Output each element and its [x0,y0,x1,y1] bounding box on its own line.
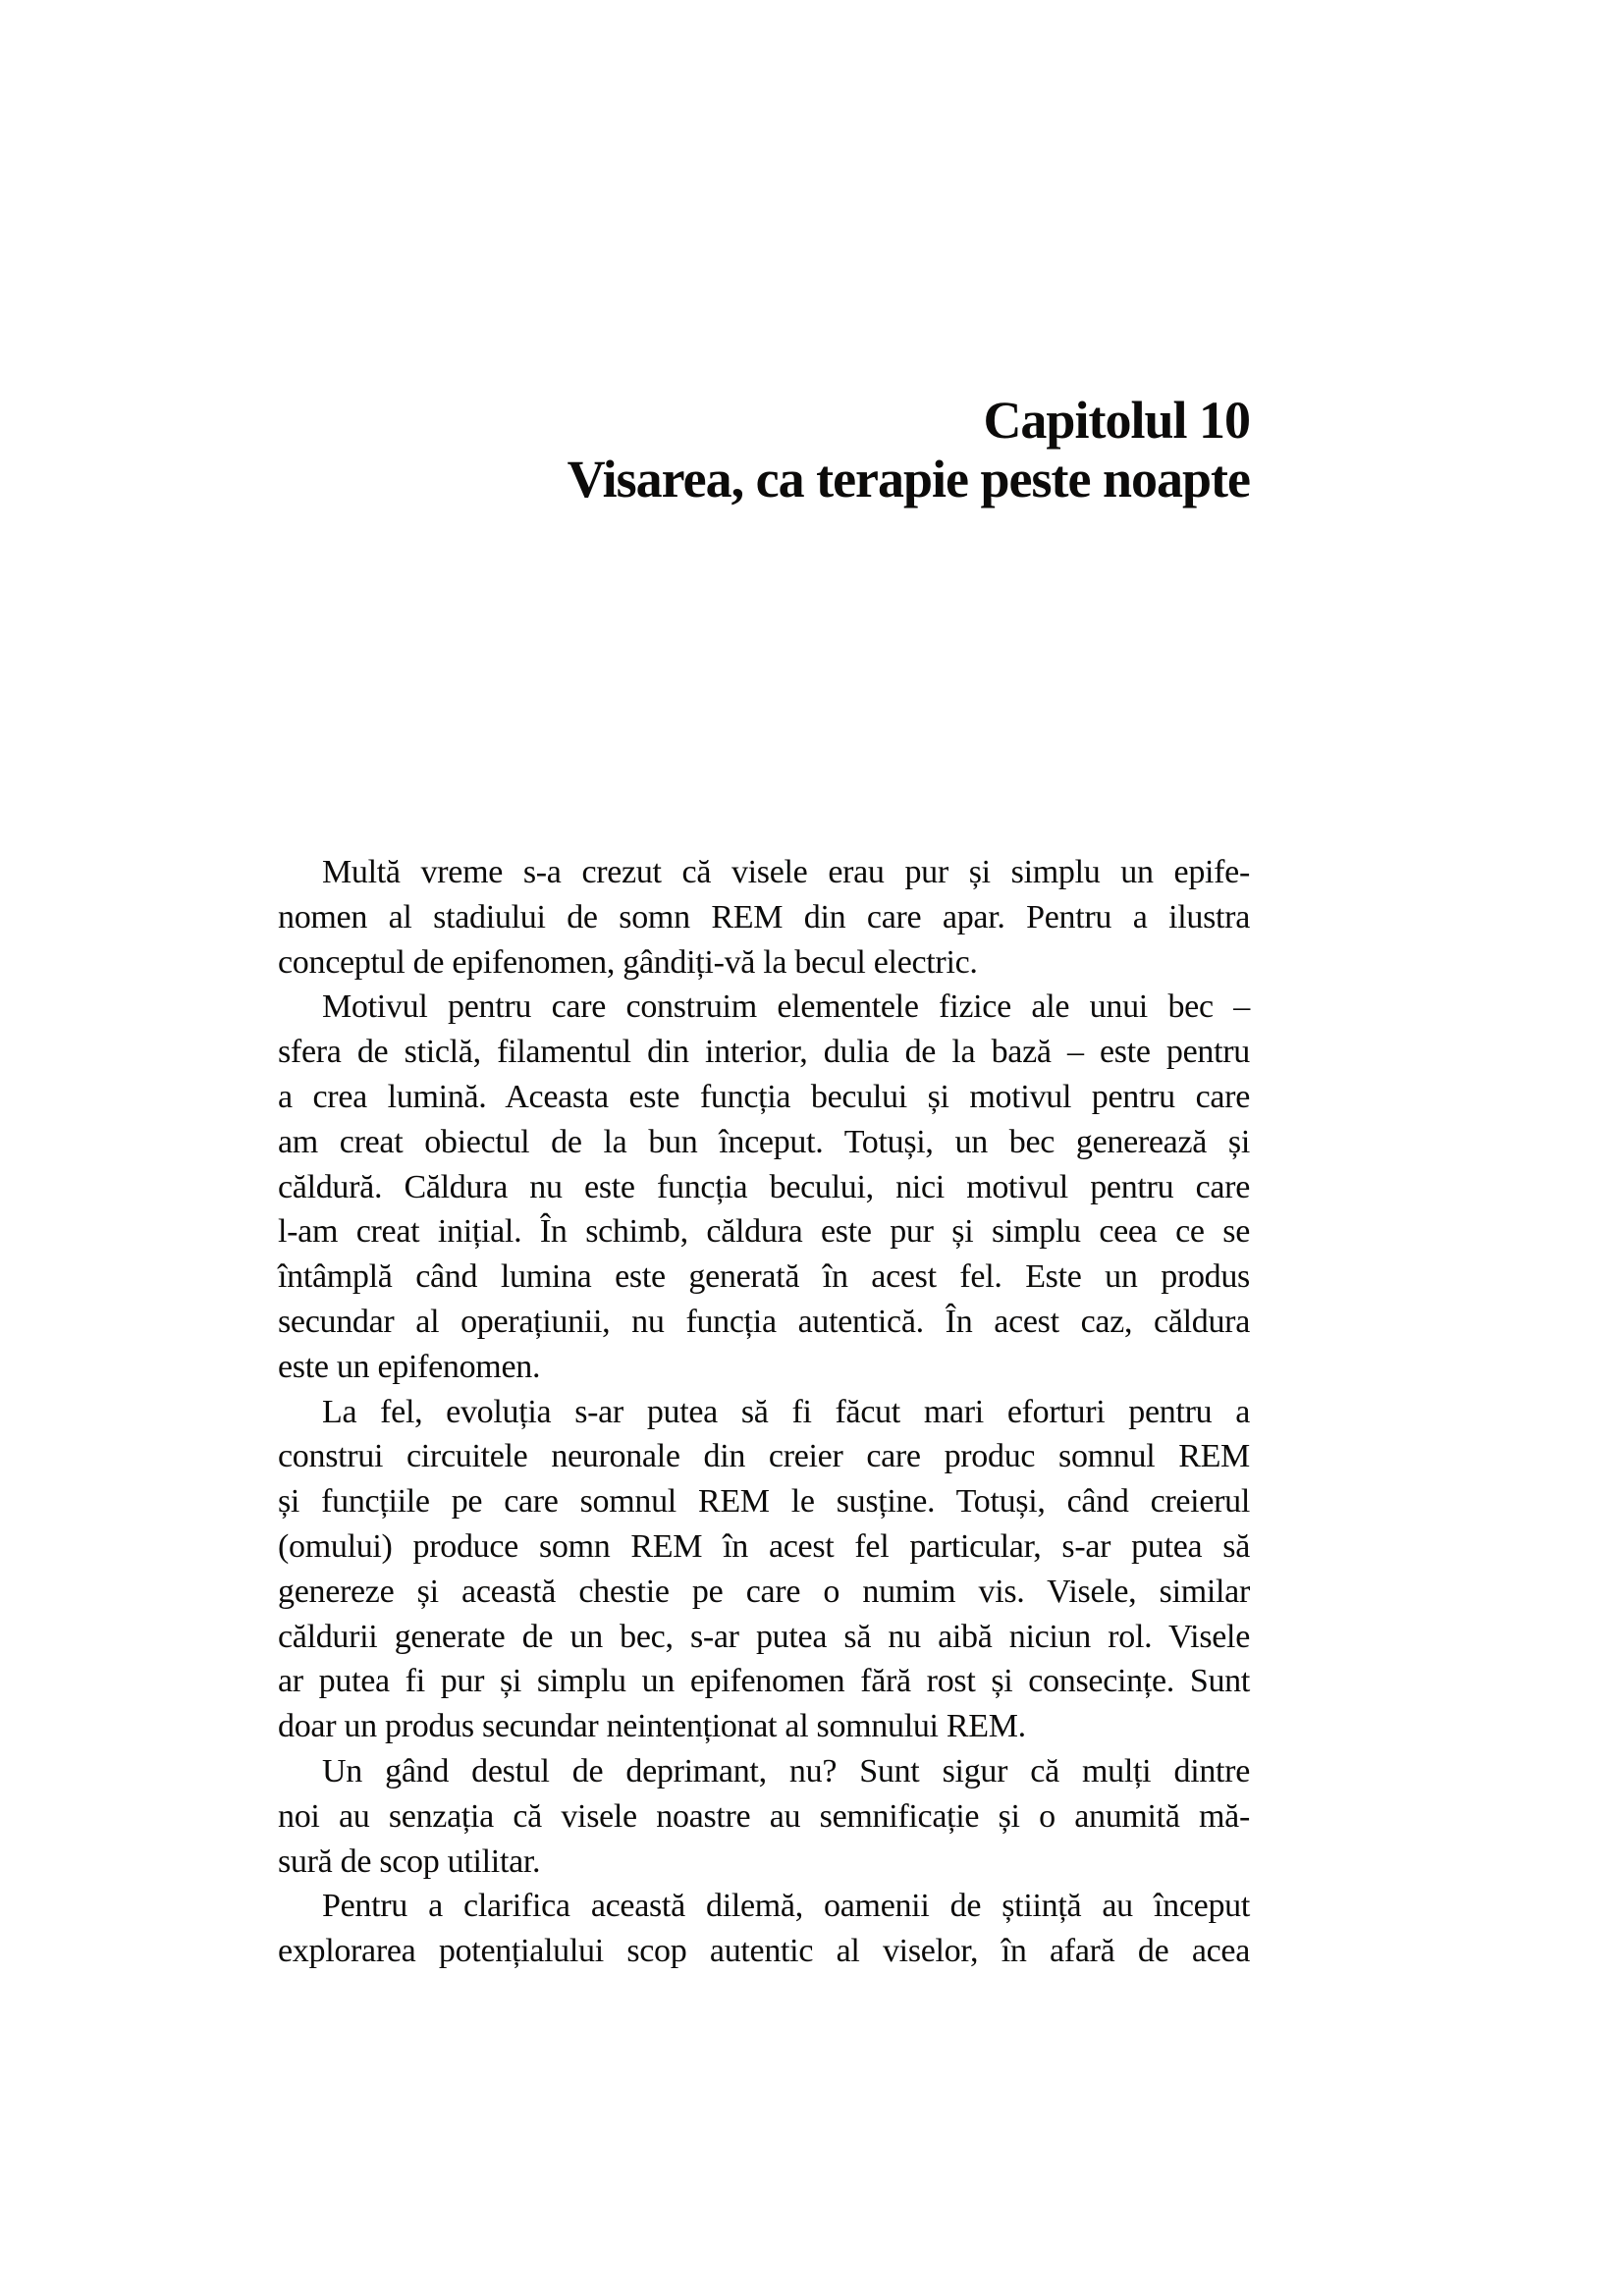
body-line: am creat obiectul de la bun început. Totuși, un bec generează și [278,1123,1250,1160]
chapter-name: Visarea, ca terapie peste noapte [567,450,1250,508]
body-line: Motivul pentru care construim elementele fizice ale unui bec – [322,988,1250,1026]
body-text [278,850,1250,1974]
body-line: (omului) produce somn REM în acest fel particular, s-ar putea să [278,1527,1250,1565]
paragraph [278,1390,1250,1749]
body-line: nomen al stadiului de somn REM din care apar. Pentru a ilustra [278,898,1250,935]
body-line: Pentru a clarifica această dilemă, oamenii de știință au început [322,1888,1250,1925]
chapter-number: Capitolul 10 [983,391,1250,450]
body-line: sură de scop utilitar. [278,1842,541,1880]
body-line: conceptul de epifenomen, gândiți-vă la becul electric. [278,943,978,981]
body-line: căldurii generate de un bec, s-ar putea să nu aibă niciun rol. Visele [278,1618,1250,1655]
paragraph [278,1884,1250,1974]
paragraph [278,850,1250,985]
body-line: secundar al operațiunii, nu funcția autentică. În acest caz, căldura [278,1303,1250,1340]
body-line: noi au senzația că visele noastre au semnificație și o anumită mă- [278,1797,1250,1835]
body-line: ar putea fi pur și simplu un epifenomen fără rost și consecințe. Sunt [278,1663,1250,1700]
body-line: întâmplă când lumina este generată în acest fel. Este un produs [278,1258,1250,1296]
body-line: este un epifenomen. [278,1348,541,1385]
body-line: explorarea potențialului scop autentic al viselor, în afară de acea [278,1933,1250,1970]
body-line: doar un produs secundar neintenționat al somnului REM. [278,1708,1026,1745]
body-line: La fel, evoluția s-ar putea să fi făcut mari eforturi pentru a [322,1393,1250,1430]
body-line: Multă vreme s-a crezut că visele erau pur și simplu un epife- [322,854,1250,890]
body-line: căldură. Căldura nu este funcția becului, nici motivul pentru care [278,1168,1250,1205]
chapter-title [278,391,1250,508]
text-column [278,391,1250,1974]
body-line: Un gând destul de deprimant, nu? Sunt sigur că mulți dintre [322,1752,1250,1789]
body-line: sfera de sticlă, filamentul din interior, dulia de la bază – este pentru [278,1034,1250,1071]
body-line: a crea lumină. Aceasta este funcția becului și motivul pentru care [278,1078,1250,1115]
body-line: genereze și această chestie pe care o numim vis. Visele, similar [278,1573,1250,1610]
body-line: construi circuitele neuronale din creier care produc somnul REM [278,1438,1250,1475]
body-line: și funcțiile pe care somnul REM le susține. Totuși, când creierul [278,1483,1250,1521]
paragraph [278,1749,1250,1884]
body-line: l-am creat inițial. În schimb, căldura este pur și simplu ceea ce se [278,1213,1250,1251]
paragraph [278,985,1250,1389]
